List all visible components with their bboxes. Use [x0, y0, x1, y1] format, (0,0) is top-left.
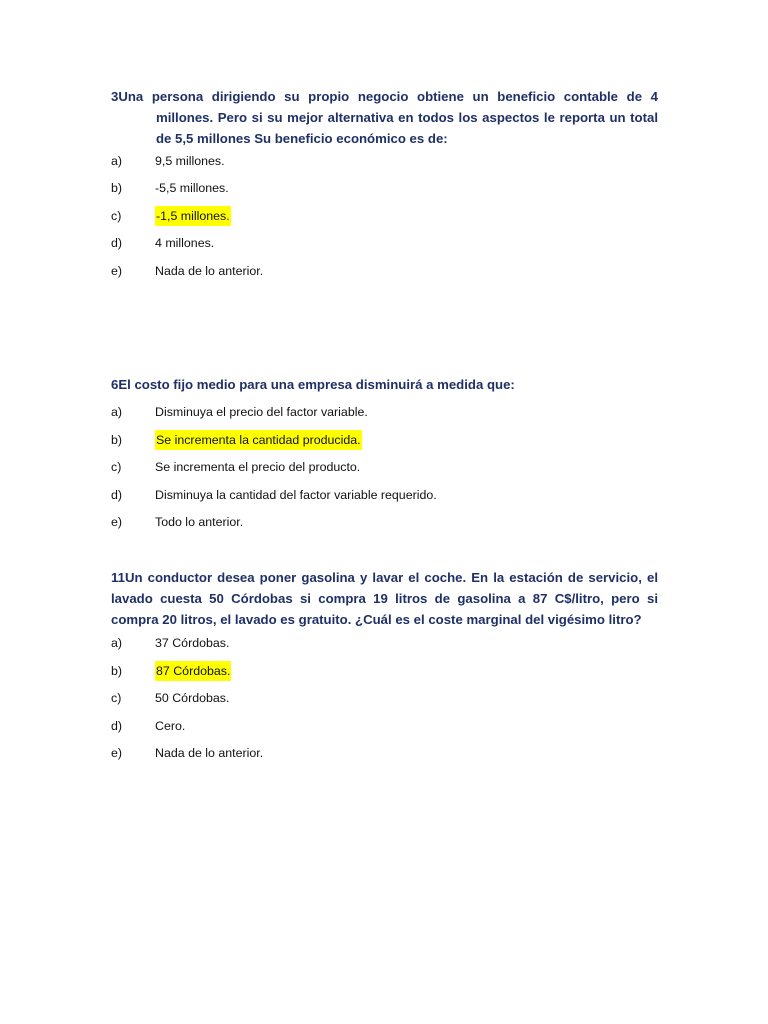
- option-letter: c): [111, 460, 122, 474]
- option-text: Nada de lo anterior.: [155, 264, 264, 278]
- option-text: -5,5 millones.: [155, 181, 229, 195]
- option-letter: e): [111, 746, 123, 760]
- option-text: Todo lo anterior.: [155, 515, 244, 529]
- option-text: 50 Córdobas.: [155, 691, 230, 705]
- option-letter: a): [111, 636, 123, 650]
- option-letter: b): [111, 181, 123, 195]
- option-letter: e): [111, 264, 123, 278]
- option-letter: a): [111, 405, 123, 419]
- option-letter: d): [111, 488, 123, 502]
- question-text-continuation: lavado cuesta 50 Córdobas si compra 19 litros de gasolina a 87 C$/litro, pero si compra 20 litros, el lavado es gratuito. ¿Cuál es el coste marginal del vigésimo litro?: [111, 591, 658, 627]
- option-text: Disminuya el precio del factor variable.: [155, 405, 368, 419]
- option-letter: d): [111, 236, 123, 250]
- question-11: [111, 567, 658, 630]
- option-letter: b): [111, 664, 123, 678]
- question-6: [111, 374, 658, 395]
- option-letter: b): [111, 433, 123, 447]
- option-text: Se incrementa el precio del producto.: [155, 460, 361, 474]
- option-text: Disminuya la cantidad del factor variable requerido.: [155, 488, 437, 502]
- highlighted-answer: 87 Córdobas.: [155, 661, 231, 681]
- question-text-line: 11Un conductor desea poner gasolina y lavar el coche. En la estación de servicio, el: [111, 570, 658, 585]
- option-text: 9,5 millones.: [155, 154, 225, 168]
- option-text: Nada de lo anterior.: [155, 746, 264, 760]
- question-text-line: 3Una persona dirigiendo su propio negocio obtiene un beneficio contable de 4: [111, 89, 658, 104]
- question-3: [111, 86, 658, 149]
- option-text: 4 millones.: [155, 236, 215, 250]
- option-letter: e): [111, 515, 123, 529]
- option-text: 37 Córdobas.: [155, 636, 230, 650]
- option-text: Cero.: [155, 719, 186, 733]
- highlighted-answer: Se incrementa la cantidad producida.: [155, 430, 362, 450]
- option-letter: c): [111, 691, 122, 705]
- option-letter: d): [111, 719, 123, 733]
- option-letter: c): [111, 209, 122, 223]
- question-text-line: 6El costo fijo medio para una empresa disminuirá a medida que:: [111, 377, 515, 392]
- question-text-continuation: millones. Pero si su mejor alternativa en todos los aspectos le reporta un total de 5,5 millones Su beneficio económico es de:: [156, 110, 658, 146]
- option-letter: a): [111, 154, 123, 168]
- highlighted-answer: -1,5 millones.: [155, 206, 231, 226]
